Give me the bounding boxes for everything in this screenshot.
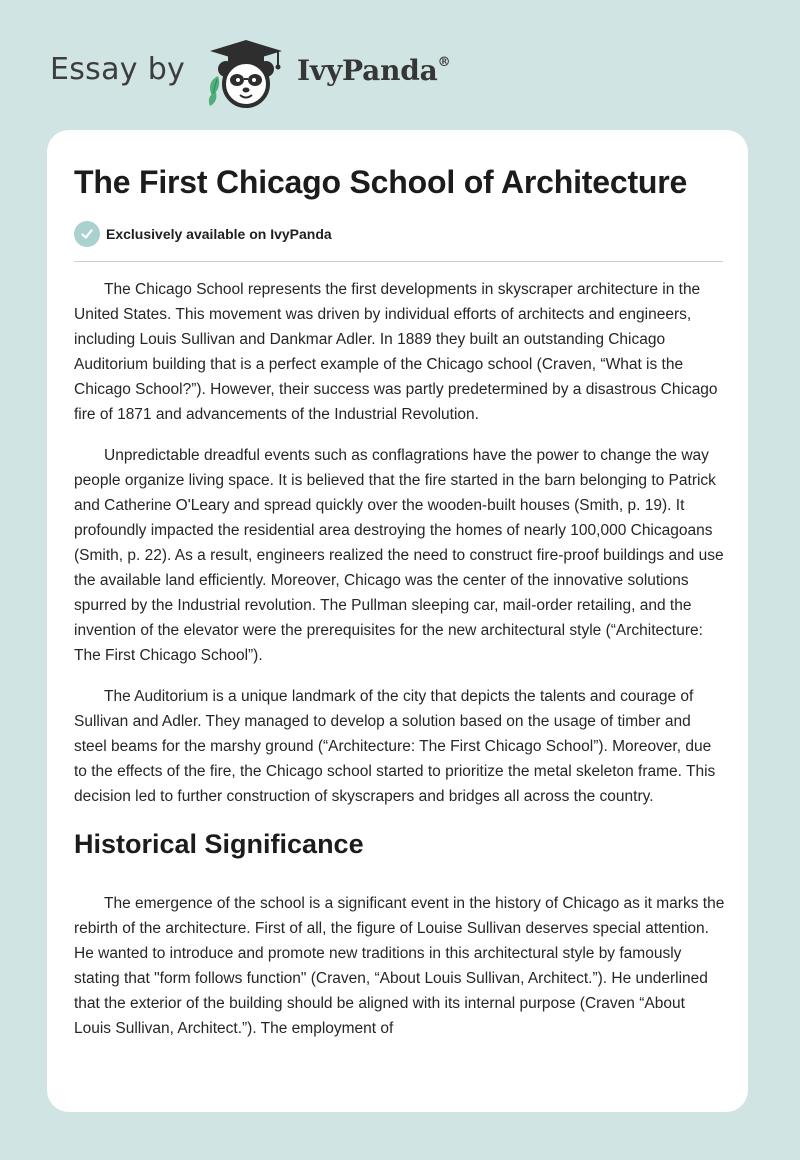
ivypanda-brand-name[interactable] — [297, 54, 450, 87]
section-heading: Historical Significance — [74, 829, 364, 859]
paragraph: Unpredictable dreadful events such as conflagrations have the power to change the way people organize living space. It is believed that the fire started in the barn belonging to Patrick and Catherine O'Leary and spread quickly over the wooden-built houses (Smith, p. 19). It profoundly impacted the residential area destroying the homes of nearly 100,000 Chicagoans (Smith, p. 22). As a result, engineers realized the need to construct fire-proof buildings and use the available land efficiently. Moreover, Chicago was the center of the innovative solutions spurred by the Industrial revolution. The Pullman sleeping car, mail-order retailing, and the invention of the elevator were the prerequisites for the new architectural style (“Architecture: The First Chicago School”). — [74, 447, 724, 664]
paragraph: The Chicago School represents the first developments in skyscraper architecture in the United States. This movement was driven by individual efforts of architects and engineers, including Louis Sullivan and Dankmar Adler. In 1889 they built an outstanding Chicago Auditorium building that is a perfect example of the Chicago school (Craven, “What is the Chicago School?”). However, their success was partly predetermined by a disastrous Chicago fire of 1871 and advancements of the Industrial Revolution. — [74, 281, 718, 423]
registered-mark: ® — [437, 54, 451, 70]
essay-body — [74, 277, 726, 1057]
essay-by-label: Essay by — [50, 52, 186, 87]
check-icon — [74, 221, 100, 247]
paragraph: The Auditorium is a unique landmark of the city that depicts the talents and courage of Sullivan and Adler. They managed to develop a solution based on the usage of timber and steel beams for the marshy ground (“Architecture: The First Chicago School”). Moreover, due to the effects of the fire, the Chicago school started to prioritize the metal skeleton frame. This decision led to further construction of skyscrapers and bridges all across the country. — [74, 688, 716, 805]
essay-title: The First Chicago School of Architecture — [74, 164, 688, 200]
divider — [74, 261, 723, 262]
essay-card — [47, 130, 748, 1112]
site-header — [50, 30, 550, 110]
badge-label: Exclusively available on IvyPanda — [106, 226, 332, 242]
brand-name-text: IvyPanda — [297, 54, 438, 87]
exclusive-badge — [74, 221, 332, 247]
ivypanda-logo-icon[interactable] — [202, 36, 290, 110]
paragraph: The emergence of the school is a significant event in the history of Chicago as it marks the rebirth of the architecture. First of all, the figure of Louise Sullivan deserves special attention. He wanted to introduce and promote new traditions in this architectural style by famously stating that "form follows function" (Craven, “About Louis Sullivan, Architect.”). He underlined that the exterior of the building should be aligned with its internal purpose (Craven “About Louis Sullivan, Architect.”). The employment of — [74, 895, 725, 1037]
